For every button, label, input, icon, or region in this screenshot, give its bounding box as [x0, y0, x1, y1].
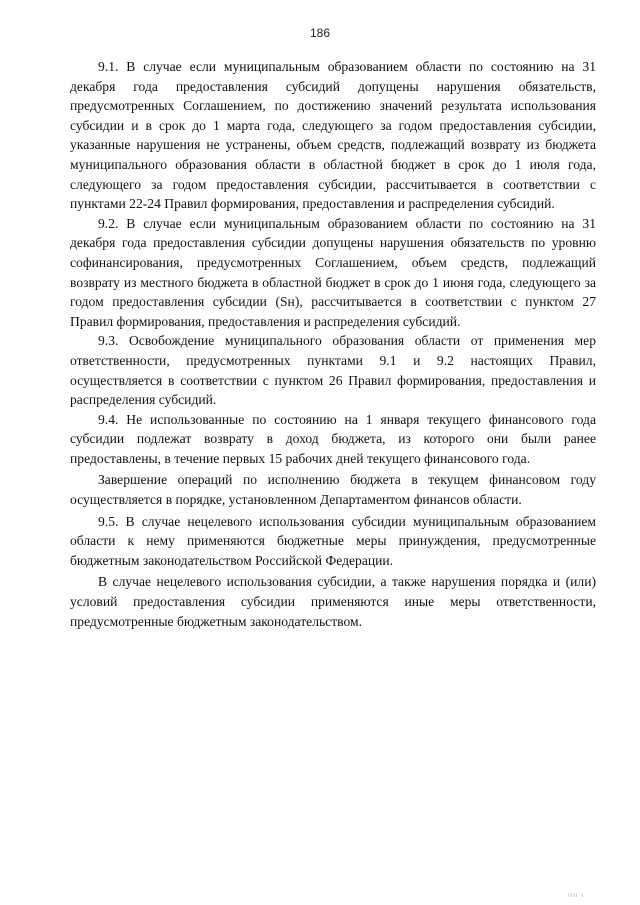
scan-footer-mark: ıııı ı [567, 893, 584, 899]
document-body [70, 57, 596, 631]
paragraph-9-4: 9.4. Не использованные по состоянию на 1 января текущего финансового года субсидии подлежат возврату в доход бюджета, из которого они были ранее предоставлены, в течение первых 15 рабочих дней текущего финансового года. [70, 411, 596, 466]
paragraph-9-5: 9.5. В случае нецелевого использования субсидии муниципальным образованием области к нему применяются бюджетные меры принуждения, предусмотренные бюджетным законодательством Российской Федерации. [70, 513, 596, 568]
paragraph-9-2: 9.2. В случае если муниципальным образованием области по состоянию на 31 декабря года предоставления субсидии допущены нарушения обязательств по уровню софинансирования, предусмотренных Соглашением, объем средств, подлежащий возврату из местного бюджета в областной бюджет в срок до 1 июня года, следующего за годом предоставления субсидии (Sн), рассчитывается в соответствии с пунктом 27 Правил формирования, предоставления и распределения субсидий. [70, 215, 596, 329]
paragraph-9-1: 9.1. В случае если муниципальным образованием области по состоянию на 31 декабря года предоставления субсидий допущены нарушения обязательств, предусмотренных Соглашением, по достижению значений результата использования субсидии и в срок до 1 марта года, следующего за годом предоставления субсидии, указанные нарушения не устранены, объем средств, подлежащий возврату из бюджета муниципального образования области в областной бюджет в срок до 1 июля года, следующего за годом предоставления субсидии, рассчитывается в соответствии с пунктами 22-24 Правил формирования, предоставления и распределения субсидий. [70, 59, 596, 212]
paragraph-9-3: 9.3. Освобождение муниципального образования области от применения мер ответственности, предусмотренных пунктами 9.1 и 9.2 настоящих Правил, осуществляется в соответствии с пунктом 26 Правил формирования, предоставления и распределения субсидий. [70, 333, 596, 408]
page-number: 186 [309, 26, 331, 40]
paragraph-budget-completion: Завершение операций по исполнению бюджета в текущем финансовом году осуществляется в порядке, установленном Департаментом финансов области. [70, 472, 596, 508]
paragraph-other-measures: В случае нецелевого использования субсидии, а также нарушения порядка и (или) условий предоставления субсидии применяются иные меры ответственности, предусмотренные бюджетным законодательством. [70, 574, 596, 629]
